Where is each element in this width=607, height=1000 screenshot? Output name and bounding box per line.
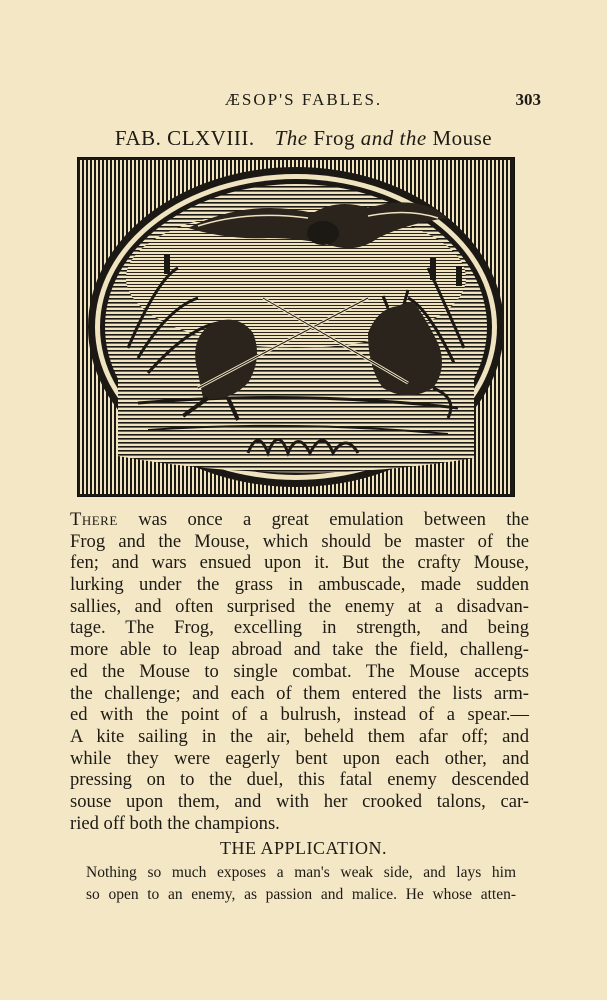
engraving-illustration bbox=[78, 158, 514, 496]
text-line-4: lurking under the grass in ambuscade, made sudden bbox=[70, 574, 529, 596]
drop-word: There bbox=[70, 509, 118, 530]
application-heading: THE APPLICATION. bbox=[219, 838, 387, 858]
title-word-andthe: and the bbox=[360, 126, 427, 150]
running-title: ÆSOP'S FABLES. bbox=[224, 90, 383, 109]
title-word-the: The bbox=[274, 126, 308, 150]
page-number: 303 bbox=[515, 90, 541, 109]
fable-text bbox=[70, 509, 529, 834]
text-line-12: while they were eagerly bent upon each other, and bbox=[70, 747, 529, 769]
text-line-14: souse upon them, and with her crooked talons, car- bbox=[70, 790, 529, 812]
application-line-1: Nothing so much exposes a man's weak side, and lays him bbox=[86, 864, 516, 881]
text-line-2: Frog and the Mouse, which should be master of the bbox=[70, 530, 529, 552]
title-word-mouse: Mouse bbox=[432, 126, 493, 150]
text-line-1 bbox=[70, 509, 529, 531]
application-text bbox=[86, 862, 516, 906]
fable-number: FAB. CLXVIII. bbox=[114, 126, 255, 150]
text-line-13: pressing on to the duel, this fatal enemy descended bbox=[70, 769, 529, 791]
application-line-2: so open to an enemy, as passion and malice. He whose atten- bbox=[86, 886, 516, 903]
text-line-6: tage. The Frog, excelling in strength, and being bbox=[70, 617, 529, 639]
illustration-plate bbox=[77, 157, 515, 497]
running-head bbox=[0, 90, 607, 112]
text-line-9: the challenge; and each of them entered the lists arm- bbox=[70, 682, 529, 704]
text-line-11: A kite sailing in the air, beheld them afar off; and bbox=[70, 725, 529, 747]
text-line-5: sallies, and often surprised the enemy at a disadvan- bbox=[70, 595, 529, 617]
text-line-8: ed the Mouse to single combat. The Mouse accepts bbox=[70, 660, 529, 682]
text-line-7: more able to leap abroad and take the field, challeng- bbox=[70, 639, 529, 661]
title-word-frog: Frog bbox=[313, 126, 356, 150]
text-line-10: ed with the point of a bulrush, instead of a spear.— bbox=[70, 704, 529, 726]
text-line-15: ried off both the champions. bbox=[70, 812, 280, 834]
text-line-3: fen; and wars ensued upon it. But the crafty Mouse, bbox=[70, 552, 529, 574]
text-line-1-rest: was once a great emulation between the bbox=[117, 509, 529, 530]
fable-heading bbox=[0, 126, 607, 151]
